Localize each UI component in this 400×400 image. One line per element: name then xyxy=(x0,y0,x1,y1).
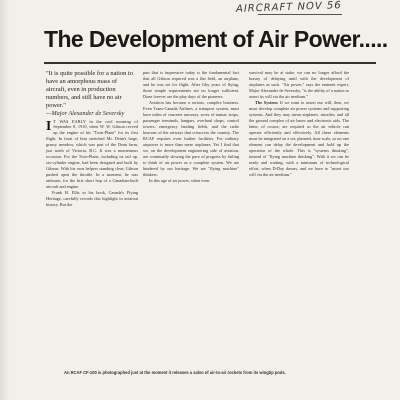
column-3 xyxy=(249,70,349,178)
column-2-paragraph-2: Aviation has become a serious, complex business. Even Trans-Canada Airlines, a transport system, must have miles of concrete runways, acres of tarmac strips, passenger terminals, hangars, overhaul shops, control towers, emergency landing fields, and the radio beacons of the airways that crisscross the country. The RCAF requires even further facilities. For military airpower is more than mere airplanes. Yet I find that we, on the development engineering side of aviation, are continually slowing the pace of progress by failing to think of air power as a complete system. We are hindered by our heritage. We are "flying machine" thinkers. xyxy=(143,100,239,177)
column-1 xyxy=(46,70,138,209)
column-1-paragraph-1 xyxy=(46,119,138,190)
drop-cap: I xyxy=(46,117,52,133)
column-2-paragraph-3: In this age of air power, when even xyxy=(149,178,210,184)
headline-rule xyxy=(44,62,376,64)
column-3-paragraph-2 xyxy=(249,100,349,177)
column-2-paragraph-1: part that is impressive today is the fundamental fact that all Gibson required was a flat field, an airplane, and he was set for flight. After fifty years of flying, those simple requirements are no longer sufficient. Done forever are the play days of the pioneers. xyxy=(143,70,239,99)
column-3-paragraph-1: survival may be at stake, we can no longer afford the luxury of delaying until with the development of airplanes as such. "Air power," says the eminent expert, Major Alexander de Seversky, "is the ability of a nation to assert its will via the air medium." xyxy=(249,70,349,99)
column-3-paragraph-2-text: If we want to assert our will, then, we must develop complete air power systems and supporting systems. And they may mean airplanes, missiles, and all the ground complex of air bases and electronic aids. The latter, of course, are required so the air vehicle can operate efficiently and effectively. All these elements must be integrated on a set, planned, time scale, so no one element can delay the development and hold up the operation of the whole. This is "systems thinking", instead of "flying machine thinking". With it we can be ready and waiting, with a minimum of technological effort, when D-Day dawns, and we have to "assert our will via the air medium." xyxy=(249,100,350,177)
column-2 xyxy=(143,70,239,185)
column-1-lead-text: T WAS EARLY in the cool morning of September 8, 1910, when W. W. Gibson revved up the engine of his "Twin-Plane" for its first flight. In front of him stretched Mr. Dean's large, grassy meadow, which was part of the Dean farm, just north of Victoria, B.C. It was a momentous occasion. For the Twin-Plane, including its tail up, six-cylinder engine, had been designed and built by Gibson. With his own helpers standing clear, Gibson pushed open the throttle. In a moment, he was airborne, for the first short hop of a Canadian-built aircraft and engine. xyxy=(46,118,138,190)
pull-quote-attribution: —Major Alexander de Seversky xyxy=(46,110,125,118)
handwritten-underline xyxy=(258,14,342,15)
handwritten-note: AIRCRAFT NOV 56 xyxy=(235,0,342,15)
article-headline: The Development of Air Power..... xyxy=(44,26,388,52)
column-1-paragraph-2: Frank H. Ellis in his book, Canada's Flying Heritage, carefully records this highlight in aviation history. But the xyxy=(46,190,138,208)
photo-caption: An RCAF CF-100 is photographed just at the moment it releases a salvo of air-to-air rockets from its wingtip pods. xyxy=(64,370,286,375)
subheading-the-system: The System: xyxy=(255,100,279,106)
pull-quote: "It is quite possible for a nation to have an amorphous mass of aircraft, even in production numbers, and still have no air power." xyxy=(46,70,133,109)
page-edge-shadow xyxy=(0,0,10,400)
